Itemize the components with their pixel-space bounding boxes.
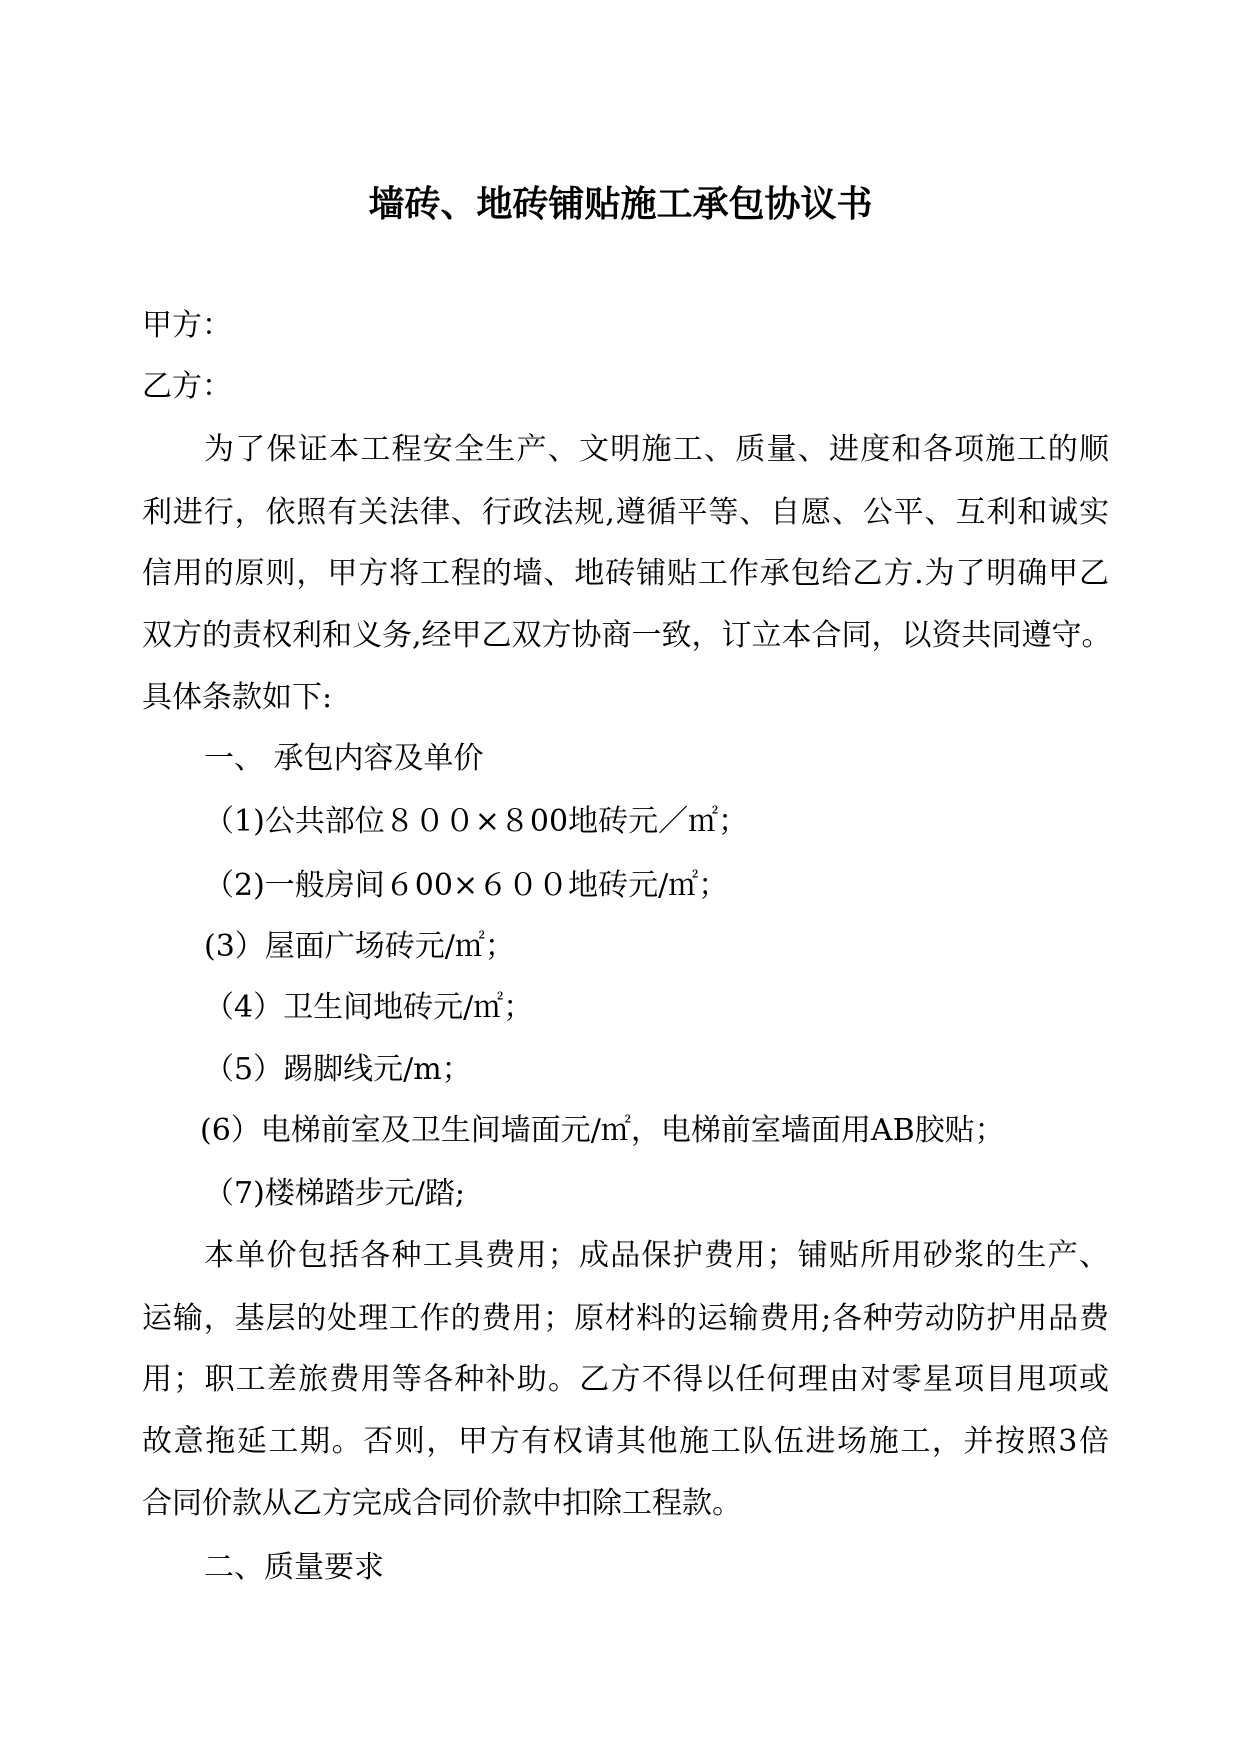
intro-line: 信用的原则，甲方将工程的墙、地砖铺贴工作承包给乙方.为了明确甲乙 <box>142 556 1109 591</box>
intro-line: 利进行，依照有关法律、行政法规,遵循平等、自愿、公平、互利和诚实 <box>142 495 1109 530</box>
section-2-heading: 二、质量要求 <box>204 1550 384 1585</box>
note-line: 用；职工差旅费用等各种补助。乙方不得以任何理由对零星项目甩项或 <box>142 1362 1109 1397</box>
note-line: 本单价包括各种工具费用；成品保护费用；铺贴所用砂浆的生产、 <box>204 1238 1109 1273</box>
intro-line: 具体条款如下: <box>142 680 333 715</box>
intro-line: 双方的责权利和义务,经甲乙双方协商一致，订立本合同，以资共同遵守。 <box>142 618 1112 653</box>
price-item: （7)楼梯踏步元/踏; <box>204 1176 466 1211</box>
note-line: 故意拖延工期。否则，甲方有权请其他施工队伍进场施工，并按照3倍 <box>142 1424 1109 1459</box>
section-1-heading: 一、 承包内容及单价 <box>204 741 484 776</box>
price-item: (3）屋面广场砖元/㎡； <box>204 929 515 964</box>
intro-line: 为了保证本工程安全生产、文明施工、质量、进度和各项施工的顺 <box>204 432 1109 467</box>
price-item: （4）卫生间地砖元/㎡； <box>204 990 534 1025</box>
party-b-label: 乙方： <box>142 369 232 404</box>
price-item: (6）电梯前室及卫生间墙面元/㎡，电梯前室墙面用AB胶贴； <box>200 1113 1005 1148</box>
note-line: 运输，基层的处理工作的费用；原材料的运输费用;各种劳动防护用品费 <box>142 1301 1109 1336</box>
note-line: 合同价款从乙方完成合同价款中扣除工程款。 <box>142 1486 742 1521</box>
party-a-label: 甲方： <box>142 308 232 343</box>
price-item: （5）踢脚线元/m； <box>204 1052 472 1087</box>
price-item: （2)一般房间６00×６００地砖元/㎡； <box>204 868 729 903</box>
price-item: （1)公共部位８００×８00地砖元／㎡； <box>204 804 749 839</box>
document-title: 墙砖、地砖铺贴施工承包协议书 <box>368 183 873 225</box>
